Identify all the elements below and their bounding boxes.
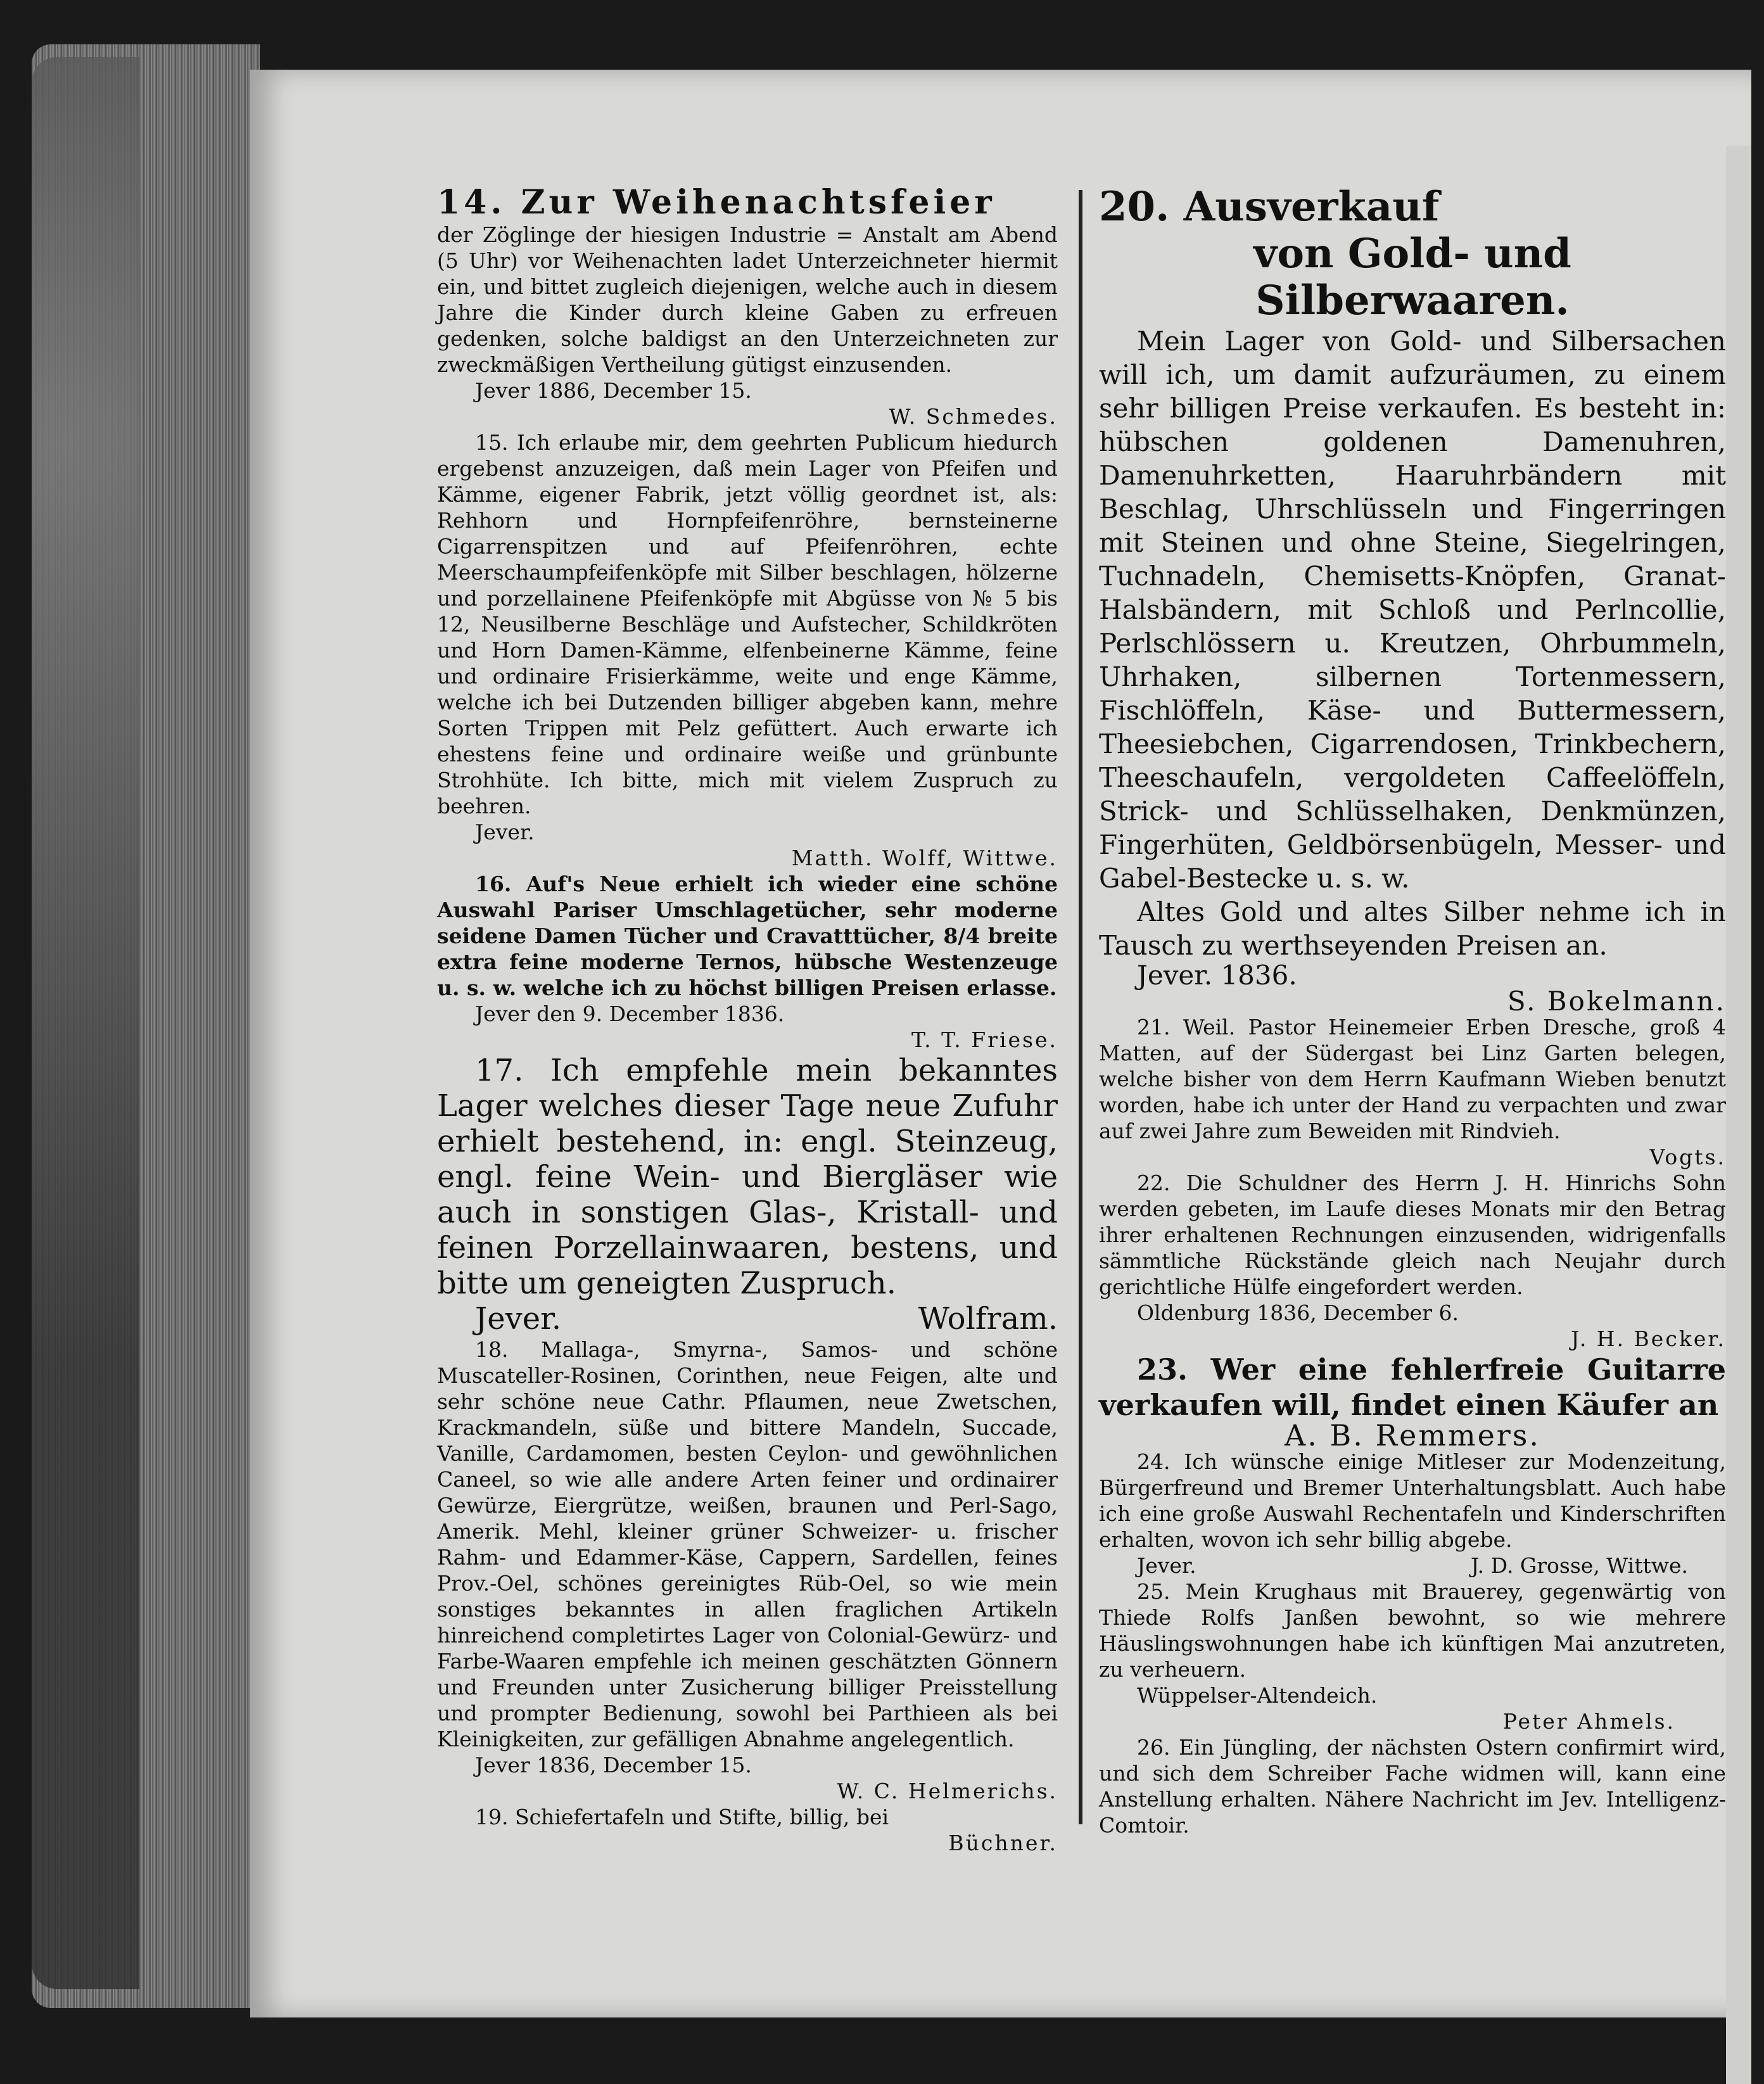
ad-20-subheading: von Gold- und Silberwaaren. bbox=[1253, 230, 1571, 324]
ad-14-heading: 14. Zur Weihenachtsfeier bbox=[437, 183, 996, 222]
ad-20-place: Jever. 1836. bbox=[1137, 960, 1297, 991]
ad-22-signature: J. H. Becker. bbox=[1571, 1326, 1726, 1351]
ad-15-place: Jever. bbox=[475, 820, 535, 844]
ad-17-signature: Wolfram. bbox=[918, 1301, 1058, 1337]
ad-16-place-date: Jever den 9. December 1836. bbox=[475, 1001, 785, 1026]
ad-20-body: Mein Lager von Gold- und Silbersachen will ich, um damit aufzuräumen, zu einem sehr billigen Preise verkaufen. Es besteht in: hübschen goldenen Damenuhren, Damenuhrketten, Haaruhrbändern mit Beschlag, Uhrschlüsseln und Fingerringen mit Steinen und ohne Steine, Siegelringen, Tuchnadeln, Chemisetts-Knöpfen, Granat-Halsbändern, mit Schloß und Perlncollie, Perlschlössern u. Kreutzen, Ohrbummeln, Uhrhaken, silbernen Tortenmessern, Fischlöffeln, Käse- und Buttermessern, Theesiebchen, Cigarrendosen, Trinkbechern, Theeschaufeln, vergoldeten Caffeelöffeln, Strick- und Schlüsselhaken, Denkmünzen, Fingerhüten, Geldbörsenbügeln, Messer- und Gabel-Bestecke u. s. w. bbox=[1099, 326, 1726, 894]
ad-18-body: 18. Mallaga-, Smyrna-, Samos- und schöne Muscateller-Rosinen, Corinthen, neue Feigen, alte und sehr schöne neue Cathr. Pflaumen, neue Zwetschen, Krackmandeln, süße und bittere Mandeln, Succade, Vanille, Cardamomen, besten Ceylon- und gewöhnlichen Caneel, so wie alle andere Arten feiner und ordinairer Gewürze, Eiergrütze, weißen, braunen und Perl-Sago, Amerik. Mehl, kleiner grüner Schweizer- u. frischer Rahm- und Edammer-Käse, Cappern, Sardellen, feines Prov.-Oel, schönes gereinigtes Rüb-Oel, so wie mein sonstiges bekanntes in allen fraglichen Artikeln hinreichend completirtes Lager von Colonial-Gewürz- und Farbe-Waaren empfehle ich meinen geschätzten Gönnern und Freunden unter Zusicherung billiger Preisstellung und prompter Bedienung, sowohl bei Parthieen als bei Kleinigkeiten, zur gefälligen Abnahme angelegentlich. bbox=[437, 1337, 1058, 1751]
right-column bbox=[1099, 184, 1726, 1838]
ad-21-signature: Vogts. bbox=[1649, 1145, 1726, 1169]
ad-20-signature: S. Bokelmann. bbox=[1507, 986, 1726, 1017]
ad-25-signature: Peter Ahmels. bbox=[1502, 1709, 1675, 1734]
ad-23-signature: A. B. Remmers. bbox=[1284, 1418, 1541, 1452]
next-page-edge bbox=[1726, 146, 1751, 2084]
ad-24-footer bbox=[1099, 1553, 1726, 1579]
ad-20-body-2: Altes Gold und altes Silber nehme ich in Tausch zu werthseyenden Preisen an. bbox=[1099, 896, 1726, 961]
ad-14-place-date: Jever 1886, December 15. bbox=[475, 378, 752, 403]
ad-16-body: 16. Auf's Neue erhielt ich wieder eine schöne Auswahl Pariser Umschlagetücher, sehr moderne seidene Damen Tücher und Cravatttücher, 8/4 breite extra feine moderne Ternos, hübsche Westenzeuge u. s. w. welche ich zu höchst billigen Preisen erlasse. bbox=[437, 872, 1058, 1000]
ad-16-signature: T. T. Friese. bbox=[911, 1027, 1058, 1052]
ad-22-body: 22. Die Schuldner des Herrn J. H. Hinrichs Sohn werden gebeten, im Laufe dieses Monats mir den Betrag ihrer erhaltenen Rechnungen einzusenden, widrigenfalls sämmtliche Rückstände gleich nach Neujahr durch gerichtliche Hülfe eingefordert werden. bbox=[1099, 1171, 1726, 1299]
ad-25-body: 25. Mein Krughaus mit Brauerey, gegenwärtig von Thiede Rolfs Janßen bewohnt, so wie mehrere Häuslingswohnungen habe ich künftigen Mai anzutreten, zu verheuern. bbox=[1099, 1579, 1726, 1682]
ad-18-place-date: Jever 1836, December 15. bbox=[475, 1753, 752, 1777]
ad-24-body: 24. Ich wünsche einige Mitleser zur Modenzeitung, Bürgerfreund und Bremer Unterhaltungsblatt. Auch habe ich eine große Auswahl Rechentafeln und Kinderschriften erhalten, wovon ich sehr billig abgebe. bbox=[1099, 1449, 1726, 1552]
ad-19-signature: Büchner. bbox=[948, 1831, 1058, 1855]
ad-17-body: 17. Ich empfehle mein bekanntes Lager welches dieser Tage neue Zufuhr erhielt bestehend, in: engl. Steinzeug, engl. feine Wein- und Biergläser wie auch in sonstigen Glas-, Kristall- und feinen Porzellainwaaren, bestens, und bitte um geneigten Zuspruch. bbox=[437, 1053, 1058, 1301]
ad-17-footer bbox=[437, 1301, 1058, 1337]
ad-17-place: Jever. bbox=[475, 1301, 562, 1337]
ad-20-heading: 20. Ausverkauf bbox=[1099, 183, 1440, 231]
left-column bbox=[437, 184, 1058, 1856]
ad-19-body: 19. Schiefertafeln und Stifte, billig, bei bbox=[475, 1805, 889, 1829]
column-divider bbox=[1079, 190, 1082, 1824]
ad-24-place: Jever. bbox=[1137, 1553, 1196, 1578]
ad-21-body: 21. Weil. Pastor Heinemeier Erben Dresche, groß 4 Matten, auf der Südergast bei Linz Garten belegen, welche bisher von dem Herrn Kaufmann Wieben benutzt worden, habe ich unter der Hand zu verpachten und zwar auf zwei Jahre zum Beweiden mit Rindvieh. bbox=[1099, 1015, 1726, 1143]
ad-24-signature: J. D. Grosse, Wittwe. bbox=[1471, 1553, 1688, 1578]
ad-14-signature: W. Schmedes. bbox=[889, 404, 1058, 429]
ad-18-signature: W. C. Helmerichs. bbox=[837, 1779, 1058, 1803]
ad-15-body: 15. Ich erlaube mir, dem geehrten Publicum hiedurch ergebenst anzuzeigen, daß mein Lager von Pfeifen und Kämme, eigener Fabrik, jetzt völlig geordnet ist, als: Rehhorn und Hornpfeifenröhre, bernsteinerne Cigarrenspitzen und auf Pfeifenröhren, echte Meerschaumpfeifenköpfe mit Silber beschlagen, hölzerne und porzellainene Pfeifenköpfe mit Abgüsse von № 5 bis 12, Neusilberne Beschläge und Aufstecher, Schildkröten und Horn Damen-Kämme, elfenbeinerne Kämme, feine und ordinaire Frisierkämme, weite und enge Kämme, welche ich bei Dutzenden billiger abgeben kann, mehre Sorten Trippen mit Pelz gefüttert. Auch erwarte ich ehestens feine und ordinaire weiße und grünbunte Strohhüte. Ich bitte, mich mit vielem Zuspruch zu beehren. bbox=[437, 430, 1058, 818]
ad-22-place-date: Oldenburg 1836, December 6. bbox=[1137, 1300, 1459, 1325]
ad-23-body: 23. Wer eine fehlerfreie Guitarre verkaufen will, findet einen Käufer an bbox=[1099, 1352, 1726, 1422]
book-cover-mottle bbox=[32, 57, 139, 1989]
ad-15-signature: Matth. Wolff, Wittwe. bbox=[791, 846, 1058, 870]
ad-14-body: der Zöglinge der hiesigen Industrie = Anstalt am Abend (5 Uhr) vor Weihenachten ladet Unterzeichneter hiermit ein, und bittet zugleich diejenigen, welche auch in diesem Jahre die Kinder durch kleine Gaben zu erfreuen gedenken, solche baldigst an den Unterzeichneten zur zweckmäßigen Vertheilung gütigst einzusenden. bbox=[437, 222, 1058, 377]
ad-26-body: 26. Ein Jüngling, der nächsten Ostern confirmirt wird, und sich dem Schreiber Fache widmen will, kann eine Anstellung erhalten. Nähere Nachricht im Jev. Intelligenz-Comtoir. bbox=[1099, 1735, 1726, 1838]
ad-25-place: Wüppelser-Altendeich. bbox=[1137, 1683, 1378, 1708]
